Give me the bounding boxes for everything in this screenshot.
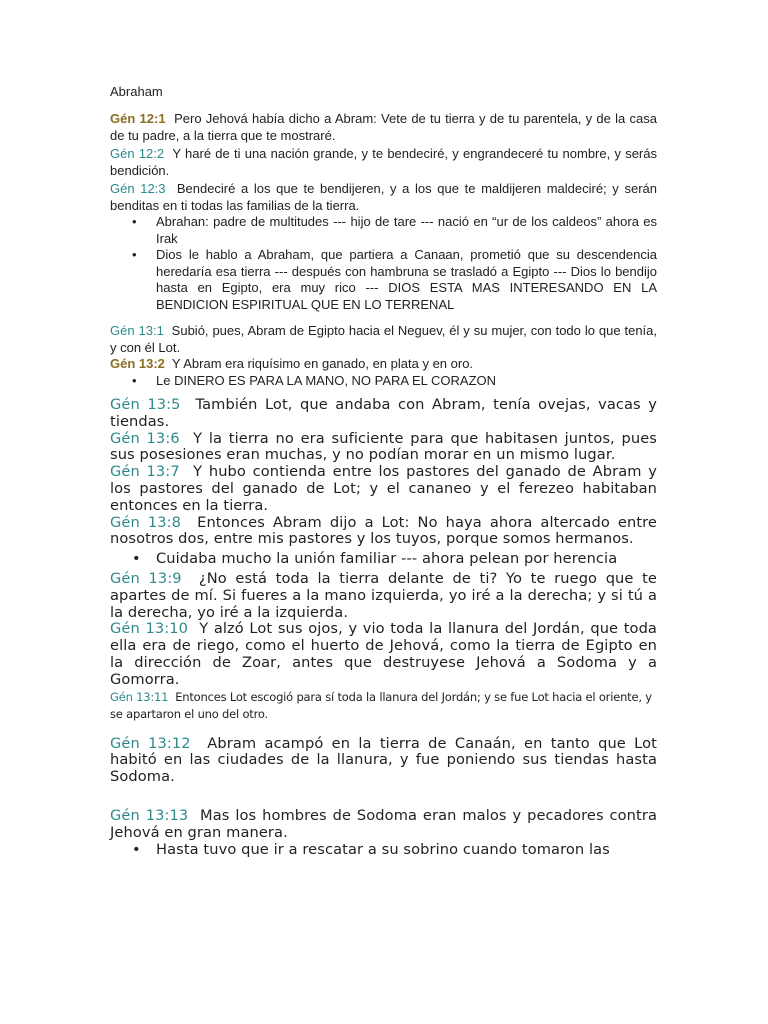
verse-text: Mas los hombres de Sodoma eran malos y pecadores contra Jehová en gran manera.: [110, 806, 657, 841]
verse-text: ¿No está toda la tierra delante de ti? Yo te ruego que te apartes de mí. Si fueres a la mano izquierda, yo iré a la derecha; y si tú a la derecha, yo iré a la izquierda.: [110, 569, 657, 621]
verse-text: Abram acampó en la tierra de Canaán, en tanto que Lot habitó en las ciudades de la llanura, y fue poniendo sus tiendas hasta Sodoma.: [110, 734, 657, 786]
list-item: [110, 373, 657, 390]
verse-gen-13-7: [110, 464, 657, 514]
list-item: [110, 214, 657, 247]
verse-gen-13-10: [110, 621, 657, 688]
verse-text: Bendeciré a los que te bendijeren, y a los que te maldijeren maldeciré; y serán benditas en ti todas las familias de la tierra.: [110, 181, 657, 213]
verse-text: Y Abram era riquísimo en ganado, en plata y en oro.: [171, 356, 474, 371]
verse-ref: Gén 13:1: [110, 323, 164, 338]
verse-ref: Gén 13:11: [110, 689, 169, 704]
list-item: [110, 247, 657, 313]
list-item-text: Hasta tuvo que ir a rescatar a su sobrino cuando tomaron las: [156, 840, 610, 858]
list-item-text: Dios le hablo a Abraham, que partiera a Canaan, prometió que su descendencia heredaría esa tierra --- después con hambruna se trasladó a Egipto --- Dios lo bendijo hasta en Egipto, era muy rico --- DIOS ESTA MAS INTERESANDO EN LA BENDICION ESPIRITUAL QUE EN LO TERRENAL: [156, 247, 657, 312]
bullet-icon: •: [132, 550, 141, 568]
verse-gen-12-3: [110, 181, 657, 214]
verse-ref: Gén 13:7: [110, 463, 180, 481]
bullet-icon: •: [132, 247, 137, 262]
verse-text: Y haré de ti una nación grande, y te bendeciré, y engrandeceré tu nombre, y serás bendición.: [110, 146, 657, 178]
document-title: Abraham: [110, 84, 163, 99]
verse-ref: Gén 12:2: [110, 146, 165, 161]
verse-gen-13-6: [110, 431, 657, 465]
list-item: [110, 842, 657, 859]
verse-gen-13-11: [110, 689, 657, 724]
verse-ref: Gén 13:2: [110, 356, 165, 371]
verse-ref: Gén 13:9: [110, 569, 182, 587]
verse-gen-13-12: [110, 736, 657, 786]
bullet-icon: •: [132, 840, 141, 858]
verse-text: Y hubo contienda entre los pastores del ganado de Abram y los pastores del ganado de Lot; y el cananeo y el ferezeo habitaban entonces en la tierra.: [110, 463, 657, 514]
verse-ref: Gén 13:5: [110, 396, 181, 413]
verse-text: Entonces Lot escogió para sí toda la llanura del Jordán; y se fue Lot hacia el oriente, y se apartaron el uno del otro.: [110, 689, 652, 722]
bullet-list-abraham: [110, 214, 657, 313]
bullet-list-money: [110, 373, 657, 390]
verse-ref: Gén 13:12: [110, 734, 191, 752]
list-item-text: Abrahan: padre de multitudes --- hijo de tare --- nació en “ur de los caldeos” ahora es Irak: [156, 214, 657, 246]
verse-text: Entonces Abram dijo a Lot: No haya ahora altercado entre nosotros dos, entre mis pastores y los tuyos, porque somos hermanos.: [110, 513, 658, 548]
bullet-icon: •: [132, 372, 137, 388]
verse-ref: Gén 12:3: [110, 181, 166, 196]
verse-ref: Gén 12:1: [110, 111, 166, 126]
verse-text: Y alzó Lot sus ojos, y vio toda la llanura del Jordán, que toda ella era de riego, como el huerto de Jehová, como la tierra de Egipto en la dirección de Zoar, antes que destruyese Jehová a Sodoma y a Gomorra.: [110, 620, 657, 688]
list-item-text: Cuidaba mucho la unión familiar --- ahora pelean por herencia: [156, 550, 618, 568]
document-page: [110, 84, 657, 858]
verse-ref: Gén 13:13: [110, 806, 189, 824]
verse-text: Pero Jehová había dicho a Abram: Vete de tu tierra y de tu parentela, y de la casa de tu padre, a la tierra que te mostraré.: [110, 111, 657, 143]
verse-gen-13-1: [110, 323, 657, 356]
bullet-list-family: [110, 551, 657, 568]
verse-ref: Gén 13:10: [110, 620, 188, 638]
verse-gen-12-2: [110, 146, 657, 179]
list-item: [110, 551, 657, 568]
verse-gen-13-5: [110, 397, 657, 431]
bullet-list-rescue: [110, 842, 657, 859]
verse-gen-13-2: [110, 356, 657, 373]
list-item-text: Le DINERO ES PARA LA MANO, NO PARA EL CORAZON: [156, 372, 497, 388]
verse-text: Subió, pues, Abram de Egipto hacia el Neguev, él y su mujer, con todo lo que tenía, y con él Lot.: [110, 323, 657, 355]
verse-gen-13-13: [110, 808, 657, 842]
verse-gen-13-8: [110, 515, 657, 549]
verse-text: También Lot, que andaba con Abram, tenía ovejas, vacas y tiendas.: [110, 396, 657, 430]
verse-text: Y la tierra no era suficiente para que habitasen juntos, pues sus posesiones eran muchas, y no podían morar en un mismo lugar.: [110, 429, 657, 464]
verse-ref: Gén 13:8: [110, 513, 182, 531]
bullet-icon: •: [132, 214, 137, 229]
verse-gen-12-1: [110, 111, 657, 144]
verse-ref: Gén 13:6: [110, 429, 180, 447]
verse-gen-13-9: [110, 571, 657, 621]
